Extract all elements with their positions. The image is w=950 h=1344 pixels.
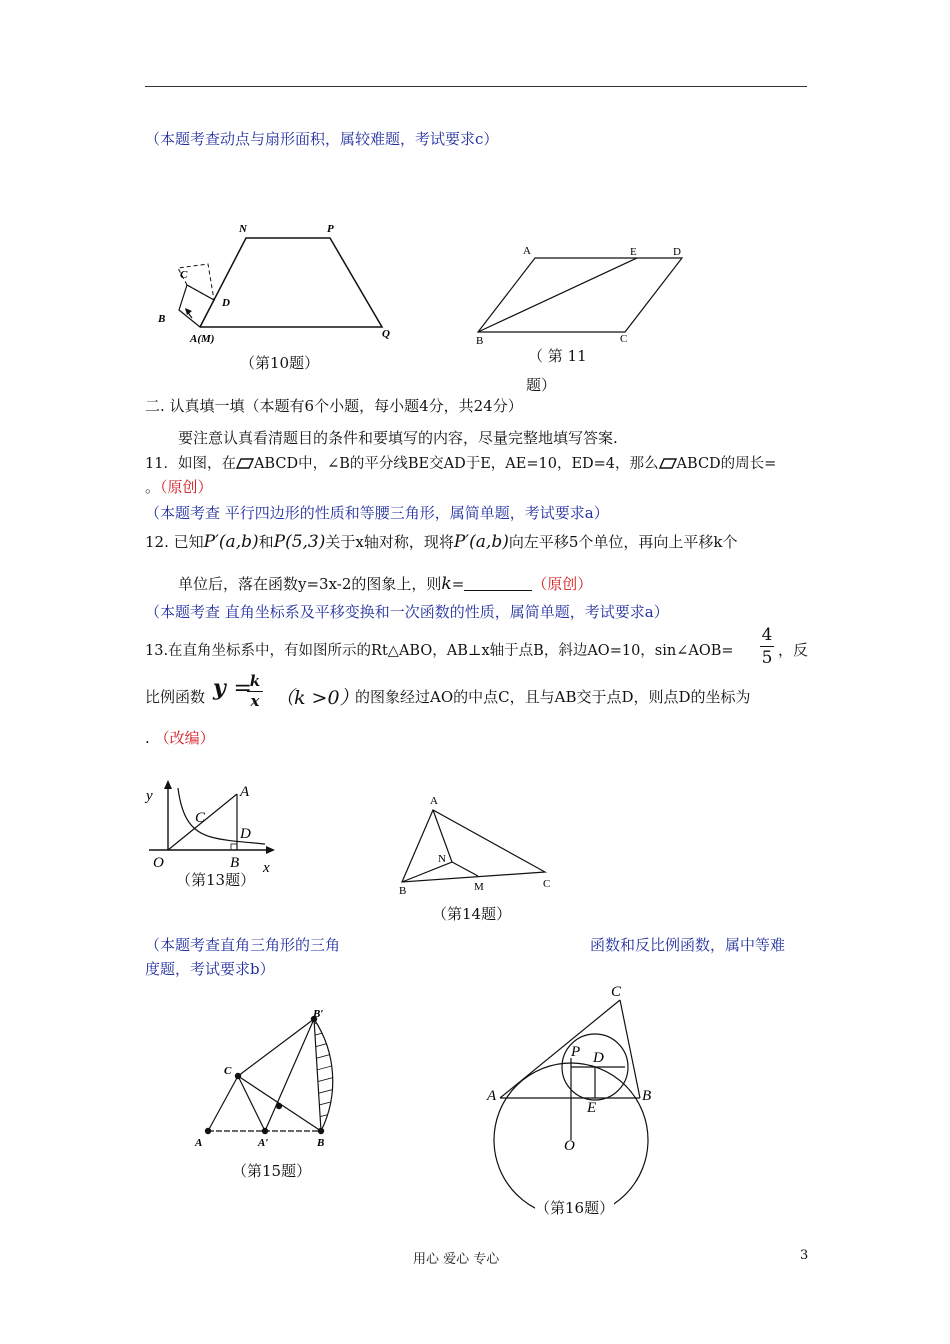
label-C: C (180, 269, 188, 281)
trapezoid-outline (200, 238, 382, 327)
q13-text-c: 比例函数 (145, 688, 206, 706)
label-Bp: B′ (313, 1008, 324, 1020)
label-N: N (239, 223, 247, 235)
label-A: A (523, 245, 531, 257)
caption-fig11-line2: 题） (526, 376, 557, 394)
q13-line2 (145, 686, 205, 707)
figure-14 (390, 790, 570, 900)
q12-line2 (178, 573, 592, 594)
q12-point-p3: P′(a,b) (453, 532, 509, 552)
label-y: y (146, 788, 153, 804)
label-D: D (222, 297, 230, 309)
segment-AC (500, 1000, 620, 1098)
caption-fig14: （第14题） (432, 905, 512, 923)
label-C: C (543, 878, 551, 890)
q13-note-line2: 度题，考试要求b） (145, 960, 275, 978)
q13-source: （改编） (154, 729, 215, 747)
point-intersection (276, 1103, 282, 1109)
segment-BB' (314, 1019, 321, 1131)
label-B: B (642, 1088, 652, 1104)
fraction-numerator: 4 (761, 625, 773, 645)
q11-text-a: 11．如图，在 (145, 456, 236, 472)
question-11 (145, 452, 776, 473)
q13-fraction (760, 624, 774, 669)
triangle-ABC (402, 810, 545, 882)
q12-eq: = (451, 575, 465, 593)
point-A (205, 1128, 211, 1134)
q12-text-d: 向左平移5个单位，再向上平移k个 (508, 533, 738, 551)
caption-fig13: （第13题） (176, 871, 256, 889)
q12-point-p2: P(5,3) (273, 532, 326, 552)
header-rule (145, 86, 807, 87)
func-fraction (247, 672, 263, 711)
answer-blank[interactable] (464, 576, 532, 591)
q11-text-c: ABCD的周长= (676, 456, 777, 472)
q11-text-d: 。 (145, 478, 161, 496)
q12-note: （本题考查 直角坐标系及平移变换和一次函数的性质，属简单题，考试要求a） (145, 603, 669, 621)
label-C: C (224, 1065, 232, 1077)
section-instruction: 要注意认真看清题目的条件和要填写的内容，尽量完整地填写答案. (178, 429, 618, 447)
label-E: E (587, 1100, 597, 1116)
footer-motto: 用心 爱心 专心 (413, 1252, 500, 1267)
q11-line2 (145, 476, 213, 497)
label-C: C (611, 984, 622, 1000)
parallelogram-icon (659, 458, 677, 469)
q12-text-a: 12. 已知 (145, 533, 204, 551)
page-number: 3 (800, 1248, 809, 1263)
label-A: A (487, 1088, 497, 1104)
figure-15 (190, 1008, 350, 1158)
label-Q: Q (382, 328, 390, 340)
q12-source: （原创） (532, 575, 593, 593)
segment-A'B' (265, 1019, 314, 1131)
label-E: E (630, 246, 637, 258)
q13-text-e: . (145, 729, 150, 747)
q12-text-e: 单位后，落在函数y=3x-2的图象上，则 (178, 575, 442, 593)
label-B: B (230, 855, 240, 871)
figure-11 (470, 240, 700, 350)
label-A: A (195, 1137, 203, 1149)
segment-CB' (238, 1019, 314, 1076)
q12-text-c: 关于x轴对称，现将 (325, 533, 454, 551)
q13-text-d: 的图象经过AO的中点C，且与AB交于点D，则点D的坐标为 (355, 688, 751, 706)
q13-text-b: ，反 (778, 641, 809, 659)
label-C: C (195, 810, 206, 826)
q13-line3 (145, 727, 215, 748)
q13-text-a: 13.在直角坐标系中，有如图所示的Rt△ABO，AB⊥x轴于点B，斜边AO=10，sin∠AOB= (145, 643, 734, 659)
segment-NM (452, 862, 478, 876)
parallelogram-icon (236, 458, 254, 469)
q13-note-right: 函数和反比例函数，属中等难 (590, 936, 786, 954)
sector-arc (314, 1019, 333, 1131)
point-B (318, 1128, 324, 1134)
q12-k: k (441, 574, 452, 594)
label-Ap: A′ (258, 1137, 269, 1149)
label-A: A (240, 784, 250, 800)
label-D: D (673, 246, 681, 258)
caption-fig10: （第10题） (240, 354, 320, 372)
func-k: k (249, 672, 261, 690)
q12-point-p1: P′(a,b) (203, 532, 259, 552)
hyperbola (178, 788, 265, 844)
func-condition: （k >0） (275, 687, 359, 709)
q13-note-left: （本题考查直角三角形的三角 (145, 936, 341, 954)
y-axis-arrow-icon (164, 780, 172, 789)
func-x: x (250, 692, 260, 710)
parallelogram (478, 258, 682, 332)
label-x: x (263, 860, 270, 876)
right-angle-mark (231, 844, 237, 850)
bisector-BE (478, 258, 637, 332)
fraction-denominator: 5 (761, 648, 773, 668)
point-C (235, 1073, 241, 1079)
square-solid (179, 285, 214, 327)
label-B: B (399, 885, 407, 897)
x-axis-arrow-icon (266, 846, 275, 854)
label-D: D (240, 826, 251, 842)
figure-16 (480, 978, 670, 1218)
segment-AC (208, 1076, 238, 1131)
q11-text-b: ABCD中，∠B的平分线BE交AD于E，AE=10，ED=4，那么 (253, 456, 659, 472)
question-12 (145, 531, 737, 552)
segment-AN-NB (402, 810, 452, 882)
question-13 (145, 639, 734, 660)
label-D: D (593, 1050, 604, 1066)
caption-fig16: （第16题） (535, 1199, 615, 1217)
q11-source: （原创） (160, 478, 213, 496)
caption-fig15: （第15题） (232, 1162, 312, 1180)
section-heading: 二. 认真填一填（本题有6个小题，每小题4分，共24分） (145, 397, 523, 415)
label-B: B (476, 335, 484, 347)
func-eq: = (233, 676, 252, 701)
q12-text-b: 和 (258, 533, 274, 551)
label-A: A (430, 795, 438, 807)
label-N: N (438, 853, 446, 865)
label-M: M (474, 881, 484, 893)
label-B: B (317, 1137, 325, 1149)
label-P: P (571, 1044, 581, 1060)
label-O: O (564, 1138, 575, 1154)
label-P: P (327, 223, 334, 235)
func-y: y (213, 675, 226, 701)
point-A' (262, 1128, 268, 1134)
label-B: B (158, 313, 166, 325)
caption-fig11-line1: （ 第 11 (528, 347, 587, 365)
note-top: （本题考查动点与扇形面积，属较难题，考试要求c） (145, 130, 499, 148)
label-A: A(M) (190, 333, 215, 345)
label-C: C (620, 333, 628, 345)
label-O: O (153, 855, 164, 871)
q11-note: （本题考查 平行四边形的性质和等腰三角形，属简单题，考试要求a） (145, 504, 609, 522)
